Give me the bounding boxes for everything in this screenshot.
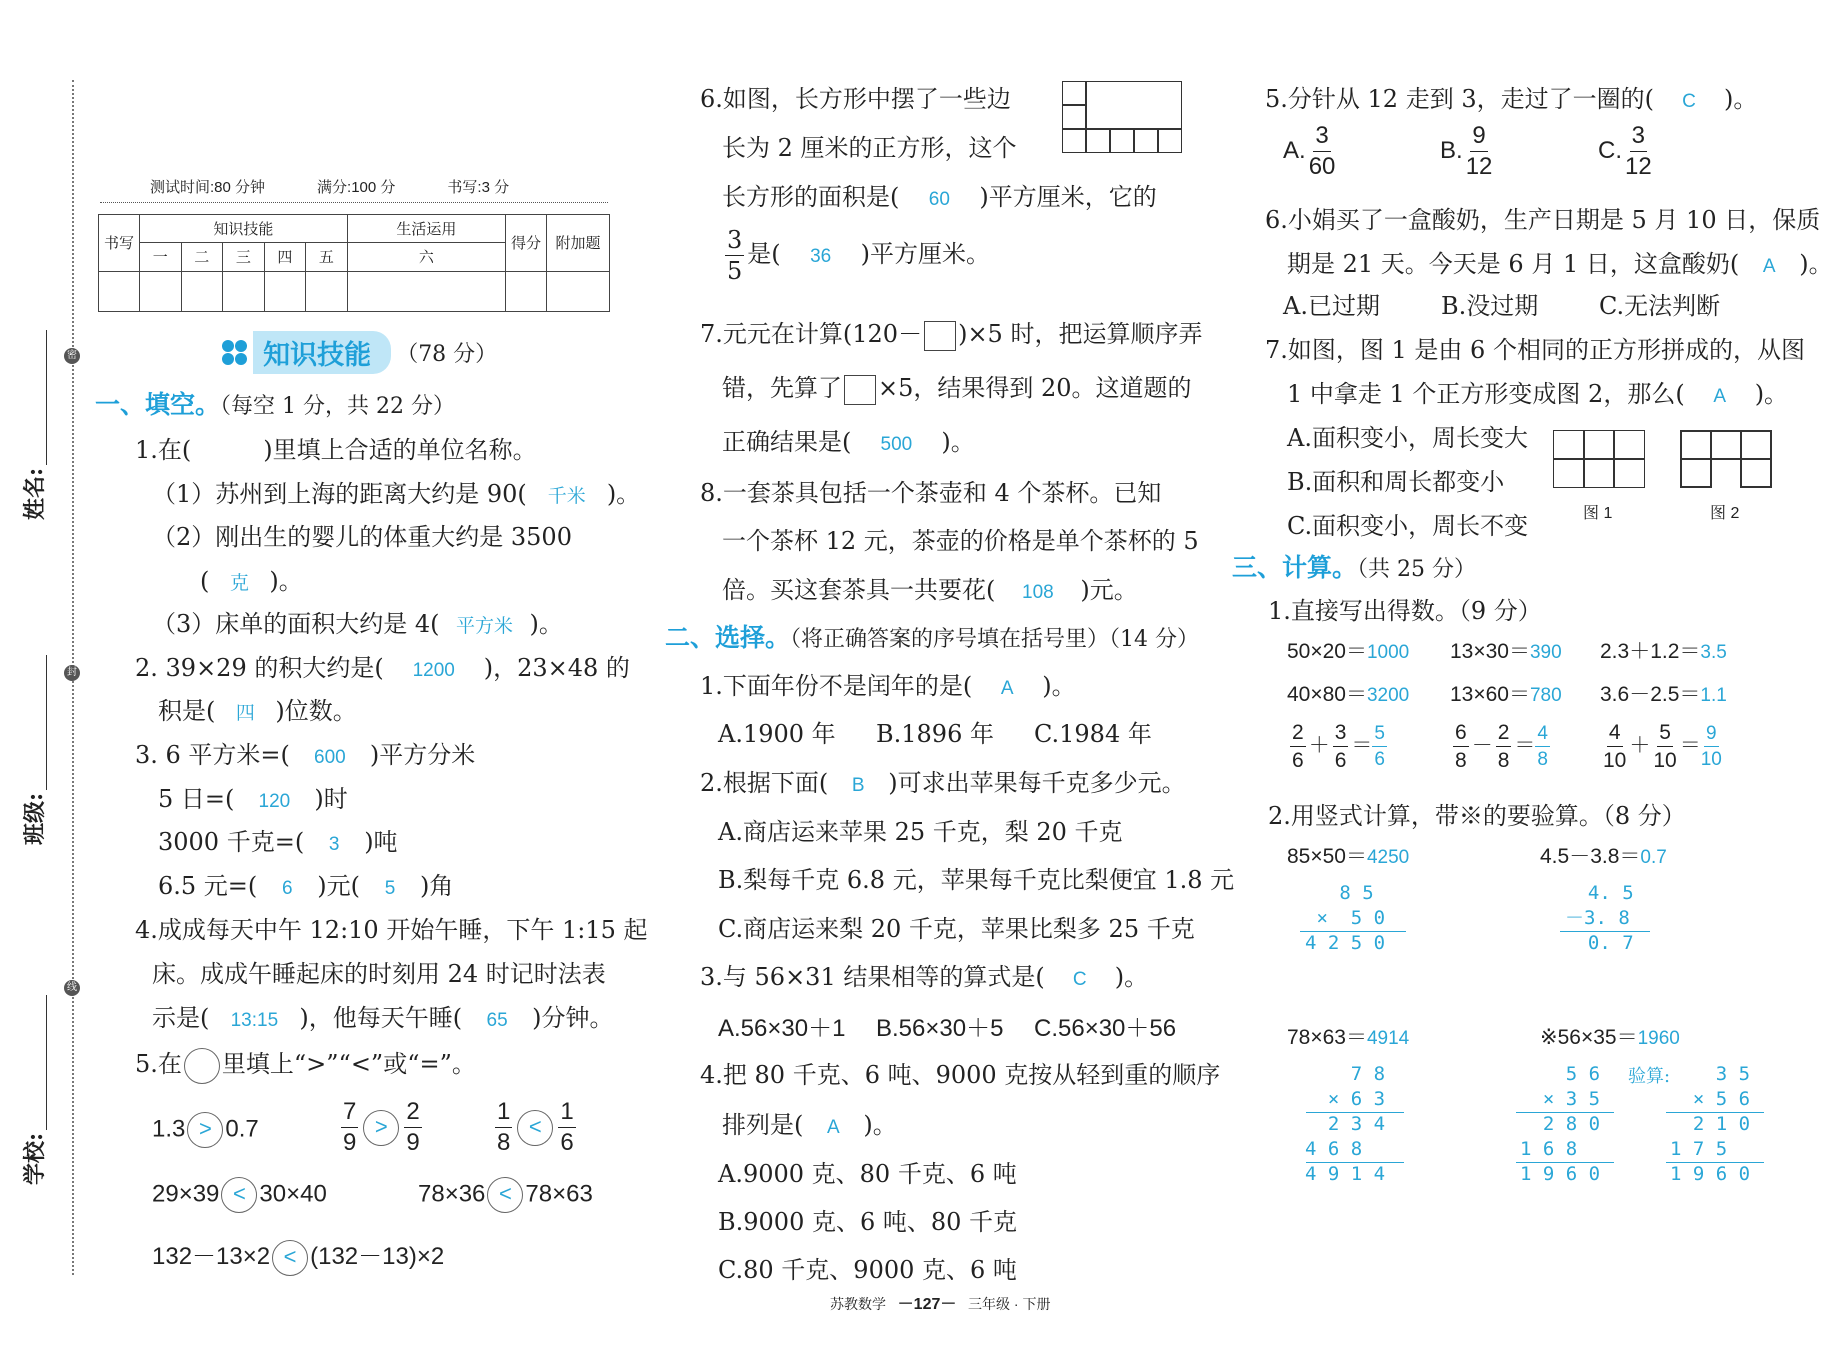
class-label: 班级: bbox=[22, 792, 48, 845]
s1-q1: 1.在( )里填上合适的单位名称。 bbox=[135, 436, 537, 464]
school-label: 学校: bbox=[22, 1132, 48, 1185]
s2-q7oC: C.面积变小，周长不变 bbox=[1287, 512, 1529, 540]
s3-q1: 1.直接写出得数。（9 分） bbox=[1268, 597, 1542, 625]
s2-q4oC: C.80 千克、9000 克、6 吨 bbox=[718, 1256, 1017, 1284]
seal-feng: 封 bbox=[64, 665, 80, 681]
s2-q1: 1.下面年份不是闰年的是( A )。 bbox=[700, 672, 1076, 700]
s1-q3d: 6.5 元=( 6 )元( 5 )角 bbox=[158, 872, 454, 900]
seal-xian: 线 bbox=[64, 980, 80, 996]
s1b-q7b: 错，先算了 ×5，结果得到 20。这道题的 bbox=[722, 368, 1192, 405]
s1-q1b: （2）刚出生的婴儿的体重大约是 3500 bbox=[152, 523, 572, 551]
calc-frac-3: $\frac{4}{10}$ ＋ $\frac{5}{10}$ ＝ $\frac{9}{10}$ bbox=[1603, 721, 1722, 772]
s2-q7oA: A.面积变小，周长变大 bbox=[1287, 424, 1528, 452]
s2-q5oA: A. $\frac{3}{60}$ bbox=[1283, 122, 1336, 180]
s2-q5: 5.分针从 12 走到 3，走过了一圈的( C )。 bbox=[1265, 85, 1758, 113]
name-label: 姓名: bbox=[22, 467, 48, 520]
s2-q5oC: C. $\frac{3}{12}$ bbox=[1598, 122, 1652, 180]
calc-1: 50×20＝1000 bbox=[1287, 640, 1410, 663]
calc-frac-1: $\frac{2}{6}$ ＋ $\frac{3}{6}$ ＝ $\frac{5}{6}$ bbox=[1292, 721, 1385, 772]
s2-q5oB: B. $\frac{9}{12}$ bbox=[1440, 122, 1493, 180]
score-table: 书写 知识技能 生活运用 得分 附加题 一 二 三 四 五 六 bbox=[98, 214, 610, 312]
s2-q7b: 1 中拿走 1 个正方形变成图 2，那么( A )。 bbox=[1287, 380, 1789, 408]
vertical-78x63: 7 8 × 6 3 2 3 4 4 6 8 4 9 1 4 bbox=[1305, 1063, 1386, 1185]
s3-q2: 2.用竖式计算，带※的要验算。（8 分） bbox=[1268, 802, 1686, 830]
vert-1-label: 85×50＝4250 bbox=[1287, 845, 1410, 868]
s1-q3b: 5 日=( 120 )时 bbox=[158, 785, 348, 813]
info-underline bbox=[100, 202, 608, 203]
s2-q2: 2.根据下面( B )可求出苹果每千克多少元。 bbox=[700, 769, 1186, 797]
rectangle-squares-figure bbox=[1062, 81, 1182, 153]
s1-q5: 5.在 里填上“>”“<”或“=”。 bbox=[135, 1044, 476, 1084]
s1b-q6d: $\frac{3}{5}$ 是( 36 )平方厘米。 bbox=[727, 226, 991, 285]
s1-q1a: （1）苏州到上海的距离大约是 90( 千米 )。 bbox=[152, 480, 641, 508]
calc-5: 13×60＝780 bbox=[1450, 683, 1562, 706]
compare-2: $\frac{7}{9}$ > $\frac{2}{9}$ bbox=[343, 1098, 420, 1156]
vert-3-label: 78×63＝4914 bbox=[1287, 1026, 1410, 1049]
figure-2-grid bbox=[1680, 430, 1772, 488]
vertical-35x56-check: 3 5 × 5 6 2 1 0 1 7 5 1 9 6 0 bbox=[1670, 1063, 1751, 1185]
s1-q4b: 床。成成午睡起床的时刻用 24 时记时法表 bbox=[152, 960, 606, 988]
vertical-85x50: 8 5 × 5 0 4 2 5 0 bbox=[1305, 882, 1386, 954]
s1-q3: 3. 6 平方米=( 600 )平方分米 bbox=[135, 741, 476, 769]
vertical-78x63-rule1 bbox=[1306, 1112, 1404, 1113]
check-label: 验算: bbox=[1628, 1066, 1671, 1087]
s2-q4a: 4.把 80 千克、6 吨、9000 克按从轻到重的顺序 bbox=[700, 1061, 1221, 1089]
compare-3: $\frac{1}{8}$ < $\frac{1}{6}$ bbox=[497, 1098, 574, 1156]
page-footer: 苏教数学 －127－ 三年级 · 下册 bbox=[830, 1296, 1051, 1313]
calc-frac-2: $\frac{6}{8}$ － $\frac{2}{8}$ ＝ $\frac{4}{8}$ bbox=[1455, 721, 1548, 772]
s2-title: 二、选择。（将正确答案的序号填在括号里）（14 分） bbox=[665, 623, 1200, 652]
school-field[interactable] bbox=[18, 995, 48, 1185]
calc-2: 13×30＝390 bbox=[1450, 640, 1562, 663]
figure-2-label: 图 2 bbox=[1710, 505, 1740, 522]
vert-4-label: ※56×35＝1960 bbox=[1540, 1026, 1680, 1049]
s2-q2oA: A.商店运来苹果 25 千克，梨 20 千克 bbox=[718, 818, 1123, 846]
s1b-q7c: 正确结果是( 500 )。 bbox=[722, 428, 975, 456]
s2-q4oB: B.9000 克、6 吨、80 千克 bbox=[718, 1208, 1018, 1236]
seal-mi: 密 bbox=[64, 348, 80, 364]
class-field[interactable] bbox=[18, 655, 48, 845]
s1-q4a: 4.成成每天中午 12:10 开始午睡，下午 1:15 起 bbox=[135, 916, 648, 944]
s1b-q7a: 7.元元在计算(120－ )×5 时，把运算顺序弄 bbox=[700, 314, 1202, 351]
s2-q1o: A.1900 年 B.1896 年 C.1984 年 bbox=[718, 720, 1152, 748]
s2-q7a: 7.如图，图 1 是由 6 个相同的正方形拼成的，从图 bbox=[1265, 336, 1805, 364]
s2-q2oB: B.梨每千克 6.8 元，苹果每千克比梨便宜 1.8 元 bbox=[718, 866, 1235, 894]
section-heading-label: 知识技能 bbox=[253, 331, 391, 374]
s1-q4c: 示是( 13:15 )，他每天午睡( 65 )分钟。 bbox=[152, 1004, 614, 1032]
s2-q3o: A.56×30＋1 B.56×30＋5 C.56×30＋56 bbox=[718, 1015, 1177, 1042]
s1b-q6c: 长方形的面积是( 60 )平方厘米，它的 bbox=[722, 183, 1157, 211]
section-heading: 知识技能 （78 分） bbox=[222, 331, 497, 367]
s2-q3: 3.与 56×31 结果相等的算式是( C )。 bbox=[700, 963, 1149, 991]
s2-q2oC: C.商店运来梨 20 千克，苹果比梨多 25 千克 bbox=[718, 915, 1195, 943]
s1-q1c: （3）床单的面积大约是 4( 平方米 )。 bbox=[152, 610, 563, 638]
s1-title: 一、填空。（每空 1 分，共 22 分） bbox=[95, 390, 455, 419]
compare-5: 78×36 < 78×63 bbox=[418, 1177, 593, 1213]
vertical-85x50-rule bbox=[1300, 931, 1406, 932]
calc-4: 40×80＝3200 bbox=[1287, 683, 1410, 706]
s2-q7oB: B.面积和周长都变小 bbox=[1287, 468, 1505, 496]
s2-q6a: 6.小娟买了一盒酸奶，生产日期是 5 月 10 日，保质 bbox=[1265, 206, 1821, 234]
vertical-35x56-rule2 bbox=[1666, 1162, 1764, 1163]
test-info: 测试时间:80 分钟 满分:100 分 书写:3 分 bbox=[150, 179, 510, 196]
s1-q3c: 3000 千克=( 3 )吨 bbox=[158, 828, 398, 856]
s1b-q8c: 倍。买这套茶具一共要花( 108 )元。 bbox=[722, 576, 1138, 604]
vertical-56x35-rule1 bbox=[1516, 1112, 1614, 1113]
name-field[interactable] bbox=[18, 330, 48, 520]
s2-q6b: 期是 21 天。今天是 6 月 1 日，这盒酸奶( A )。 bbox=[1287, 250, 1833, 278]
figure-1-grid bbox=[1553, 430, 1645, 488]
compare-1: 1.3 > 0.7 bbox=[152, 1112, 259, 1148]
compare-6: 132－13×2 < (132－13)×2 bbox=[152, 1236, 444, 1276]
s2-q4oA: A.9000 克、80 千克、6 吨 bbox=[718, 1160, 1017, 1188]
s1b-q6b: 长为 2 厘米的正方形，这个 bbox=[722, 134, 1017, 162]
vertical-45-38-rule bbox=[1560, 931, 1650, 932]
s1b-q8a: 8.一套茶具包括一个茶壶和 4 个茶杯。已知 bbox=[700, 479, 1162, 507]
clover-icon bbox=[222, 340, 248, 366]
vertical-56x35-rule2 bbox=[1516, 1162, 1614, 1163]
s1b-q8b: 一个茶杯 12 元，茶壶的价格是单个茶杯的 5 bbox=[722, 527, 1199, 555]
s1-q2b: 积是( 四 )位数。 bbox=[158, 697, 357, 725]
calc-6: 3.6－2.5＝1.1 bbox=[1600, 683, 1727, 706]
figure-1-label: 图 1 bbox=[1583, 505, 1613, 522]
calc-3: 2.3＋1.2＝3.5 bbox=[1600, 640, 1727, 663]
s3-title: 三、计算。（共 25 分） bbox=[1232, 553, 1476, 582]
s1-q1b2: ( 克 )。 bbox=[200, 567, 303, 595]
vert-2-label: 4.5－3.8＝0.7 bbox=[1540, 845, 1667, 868]
s1b-q6a: 6.如图，长方形中摆了一些边 bbox=[700, 85, 1011, 113]
compare-4: 29×39 < 30×40 bbox=[152, 1177, 327, 1213]
s2-q6o: A.已过期 B.没过期 C.无法判断 bbox=[1283, 292, 1721, 320]
s2-q4b: 排列是( A )。 bbox=[722, 1111, 897, 1139]
s1-q2: 2. 39×29 的积大约是( 1200 )，23×48 的 bbox=[135, 654, 630, 682]
vertical-56x35: 5 6 × 3 5 2 8 0 1 6 8 1 9 6 0 bbox=[1520, 1063, 1601, 1185]
vertical-78x63-rule2 bbox=[1306, 1162, 1404, 1163]
vertical-35x56-rule1 bbox=[1666, 1112, 1764, 1113]
vertical-45-38: 4. 5 －3. 8 0. 7 bbox=[1565, 882, 1634, 954]
